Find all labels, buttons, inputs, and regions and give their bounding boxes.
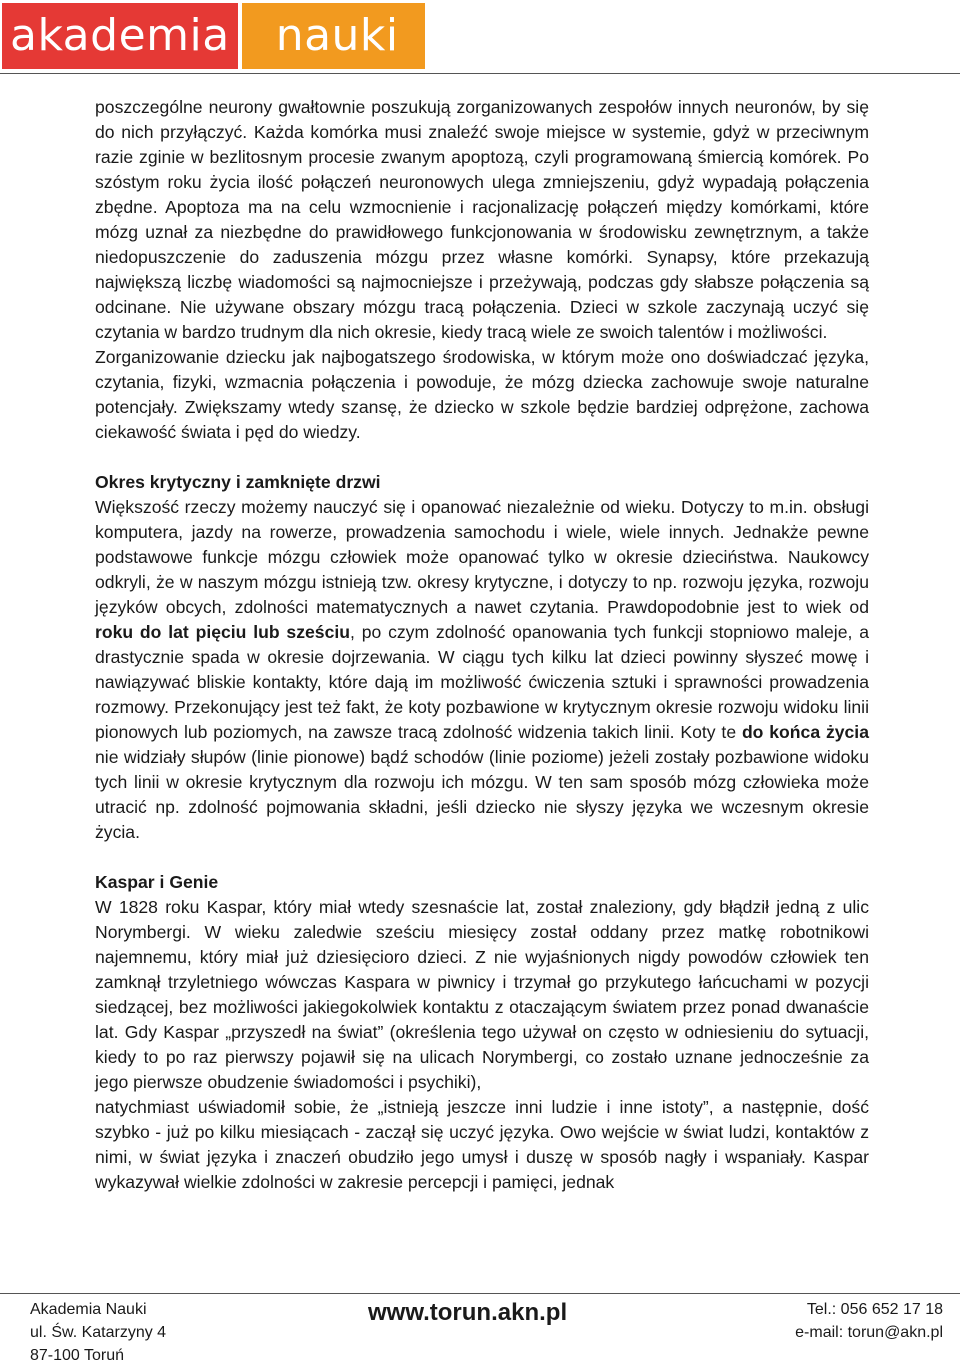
logo <box>2 3 425 69</box>
paragraph-kaspar-2: natychmiast uświadomił sobie, że „istnieją jeszcze inni ludzie i inne istoty”, a następnie, dość szybko - już po kilku miesiącach - zaczął się uczyć języka. Owo wejście w świat ludzi, kontaktów z nimi, w świat języka i znaczeń obudziło jego umysł i duszę w sposób nagły i wspaniały. Kaspar wykazywał wielkie zdolności w zakresie percepcji i pamięci, jednak <box>95 1097 869 1192</box>
section-heading-kaspar-genie: Kaspar i Genie <box>95 872 219 892</box>
footer-street: ul. Św. Katarzyny 4 <box>30 1324 167 1341</box>
footer-contact <box>795 1298 943 1344</box>
spacer <box>95 445 869 470</box>
section-heading-critical-period: Okres krytyczny i zamknięte drzwi <box>95 472 381 492</box>
logo-nauki: nauki <box>242 3 425 69</box>
document-body <box>95 95 869 1195</box>
footer-phone: Tel.: 056 652 17 18 <box>806 1301 943 1318</box>
text-run: , po czym zdolność opanowania tych funkcji stopniowo maleje, a drastycznie spada w okresie dojrzewania. W ciągu tych kilku lat dzieci powinny słyszeć mowę i nawiązywać bliskie kontakty, które dają im możliwość ćwiczenia sztuki i sprawności prowadzenia rozmowy. Przekonujący jest też fakt, że koty pozbawione w krytycznym okresie rozwoju widoku linii pionowych lub poziomych, na zawsze tracą zdolność widzenia takich linii. Koty te <box>95 622 869 742</box>
header-divider <box>0 73 960 74</box>
paragraph-environment: Zorganizowanie dziecku jak najbogatszego środowiska, w którym może ono doświadczać języka, czytania, fizyki, wzmacnia połączenia i powoduje, że mózg dziecka zachowuje swoje naturalne potencjały. Zwiększamy wtedy szansę, że dziecko w szkole będzie bardziej odprężone, zachowa ciekawość świata i pęd do wiedzy. <box>95 347 869 442</box>
text-run: Większość rzeczy możemy nauczyć się i opanować niezależnie od wieku. Dotyczy to m.in. obsługi komputera, jazdy na rowerze, prowadzenia samochodu i wiele, wiele innych. Jednakże pewne podstawowe funkcje mózgu człowiek może opanować tylko w okresie dzieciństwa. Naukowcy odkryli, że w naszym mózgu istnieją tzw. okresy krytyczne, i dotyczy to np. rozwoju języka, rozwoju języków obcych, zdolności matematycznych a nawet czytania. Prawdopodobnie jest to wiek od <box>95 497 869 617</box>
footer-email-link[interactable]: e-mail: torun@akn.pl <box>795 1324 943 1341</box>
bold-run-lifetime: do końca życia <box>741 722 869 742</box>
paragraph-critical-period <box>95 495 869 845</box>
paragraph-apoptosis: poszczególne neurony gwałtownie poszukują zorganizowanych zespołów innych neuronów, by się do nich przyłączyć. Każda komórka musi znaleźć swoje miejsce w systemie, gdyż w przeciwnym razie zginie w bezlitosnym procesie zwanym apoptozą, czyli programowaną śmiercią komórek. Po szóstym roku życia ilość połączeń neuronowych ulega zmniejszeniu, gdyż wypadają połączenia zbędne. Apoptoza ma na celu wzmocnienie i racjonalizację połączeń między komórkami, które mózg uznał za niezbędne do prawidłowego funkcjonowania w środowisku zewnętrznym, a także niedopuszczenie do zaduszenia mózgu przez własne komórki. Synapsy, które przekazują największą liczbę wiadomości są najmocniejsze i przeżywają, podczas gdy słabsze połączenia są odcinane. Nie używane obszary mózgu tracą połączenia. Dzieci w szkole zaczynają uczyć się czytania w bardzo trudnym dla nich okresie, kiedy tracą wiele ze swoich talentów i możliwości. <box>95 97 869 342</box>
footer-org: Akademia Nauki <box>30 1301 147 1318</box>
footer-address <box>30 1298 166 1367</box>
text-run: nie widziały słupów (linie pionowe) bądź schodów (linie poziome) jeżeli zostały pozbawione widoku tych linii w okresie krytycznym dla rozwoju ich mózgu. W ten sam sposób mózg człowieka może utracić np. zdolność pojmowania składni, jeśli dziecko nie słyszy języka we wczesnym okresie życia. <box>95 747 869 842</box>
footer-website-link[interactable]: www.torun.akn.pl <box>368 1299 568 1326</box>
spacer <box>95 845 869 870</box>
footer-city: 87-100 Toruń <box>30 1347 124 1364</box>
paragraph-kaspar-1: W 1828 roku Kaspar, który miał wtedy szesnaście lat, został znaleziony, gdy błądził jedną z ulic Norymbergi. W wieku zaledwie sześciu miesięcy został oddany przez matkę robotnikowi najemnemu, który miał już dziesięcioro dzieci. Z nie wyjaśnionych nigdy powodów człowiek ten zamknął trzyletniego wówczas Kaspara w piwnicy i trzymał go przykutego łańcuchami w pozycji siedzącej, bez możliwości jakiegokolwiek kontaktu z otaczającym światem przez ponad dwanaście lat. Gdy Kaspar „przyszedł na świat” (określenia tego używał on często w odniesieniu do sytuacji, kiedy to po raz pierwszy pojawił się na ulicach Norymbergi, co zostało uznane jednocześnie za jego pierwsze obudzenie świadomości i psychiki), <box>95 897 869 1092</box>
footer-divider <box>0 1293 960 1294</box>
logo-akademia: akademia <box>2 3 238 69</box>
bold-run-age: roku do lat pięciu lub sześciu <box>95 622 350 642</box>
